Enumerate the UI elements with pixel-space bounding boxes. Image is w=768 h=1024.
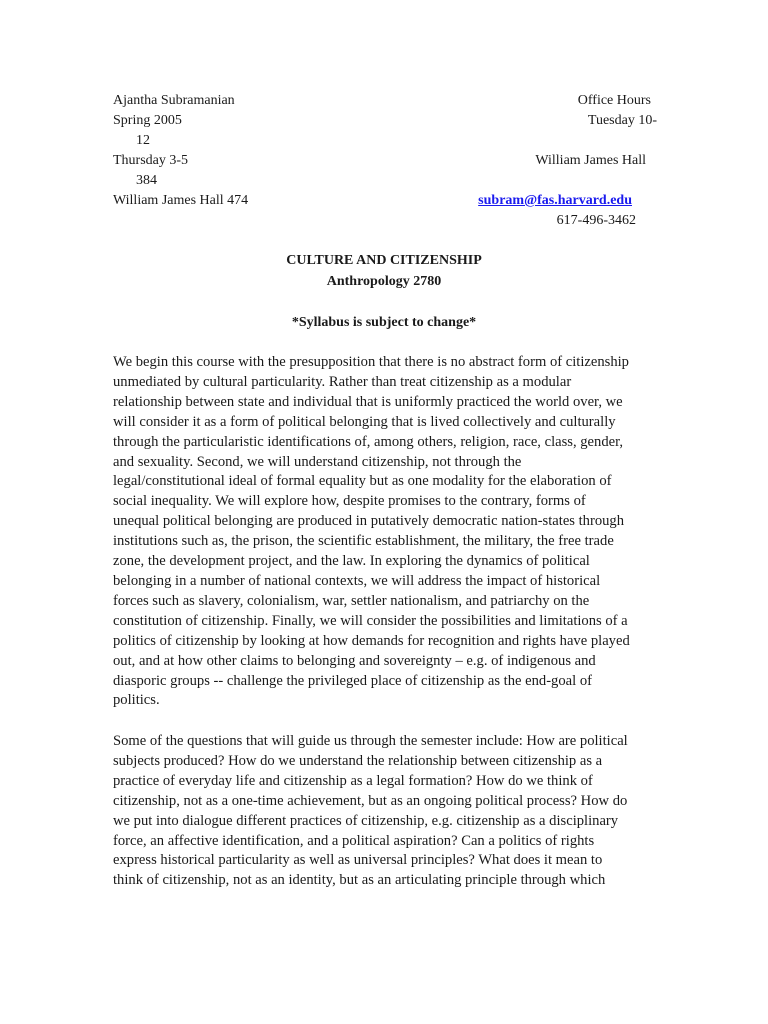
tuesday-hours-cont: 12 xyxy=(136,133,150,148)
text-line: express historical particularity as well as universal principles? What does it mean to xyxy=(113,852,603,869)
text-line: institutions such as, the prison, the scientific establishment, the military, the free trade xyxy=(113,533,614,550)
tuesday-hours: Tuesday 10- xyxy=(587,113,657,128)
text-line: forces such as slavery, colonialism, war, settler nationalism, and patriarchy on the xyxy=(113,592,590,609)
author-name: Ajantha Subramanian xyxy=(113,93,235,108)
term: Spring 2005 xyxy=(113,113,182,128)
phone-number: 617-496-3462 xyxy=(556,213,636,228)
text-line: and sexuality. Second, we will understand citizenship, not through the xyxy=(113,453,522,470)
syllabus-notice: *Syllabus is subject to change* xyxy=(291,315,477,330)
text-line: politics of citizenship by looking at how demands for recognition and rights have played xyxy=(113,632,630,649)
text-line: we put into dialogue different practices of citizenship, e.g. citizenship as a disciplinary xyxy=(113,812,619,829)
course-title: CULTURE AND CITIZENSHIP xyxy=(286,253,482,268)
text-line: practice of everyday life and citizenship as a legal formation? How do we think of xyxy=(113,772,593,789)
mail-address: William James Hall 474 xyxy=(113,193,249,208)
text-line: unequal political belonging are produced in putatively democratic nation-states through xyxy=(113,513,625,530)
email-row xyxy=(478,191,632,211)
intro-paragraph xyxy=(113,353,658,711)
text-line: through the particularistic identifications of, among others, religion, race, class, gender, xyxy=(113,433,624,450)
text-line: legal/constitutional ideal of formal equality but as one modality for the elaboration of xyxy=(113,473,612,490)
text-line: will consider it as a form of political belonging that is lived collectively and culturally xyxy=(113,413,616,430)
office-hours-label: Office Hours xyxy=(577,93,651,108)
text-line: social inequality. We will explore how, despite promises to the contrary, forms of xyxy=(113,493,586,510)
text-line: We begin this course with the presupposition that there is no abstract form of citizenship xyxy=(113,354,629,370)
text-line: think of citizenship, not as an identity, but as an articulating principle through which xyxy=(113,872,606,889)
text-line: belonging in a number of national contexts, we will address the impact of historical xyxy=(113,572,601,589)
office-room: 384 xyxy=(136,173,157,188)
text-line: relationship between state and individual that is uniformly practiced the world over, we xyxy=(113,393,623,410)
text-line: citizenship, not as a one-time achievement, but as an ongoing political process? How do xyxy=(113,792,628,809)
course-number: Anthropology 2780 xyxy=(326,274,442,289)
text-line: force, an affective identification, and a political aspiration? Can a politics of rights xyxy=(113,832,595,849)
text-line: diasporic groups -- challenge the privileged place of citizenship as the end-goal of xyxy=(113,672,592,689)
text-line: Some of the questions that will guide us through the semester include: How are political xyxy=(113,733,628,749)
text-line: constitution of citizenship. Finally, we will consider the possibilities and limitations of a xyxy=(113,612,628,629)
text-line: zone, the development project, and the law. In exploring the dynamics of political xyxy=(113,553,590,570)
email-link[interactable]: subram@fas.harvard.edu xyxy=(478,193,632,208)
thursday-hours: Thursday 3-5 xyxy=(113,153,189,168)
office-building: William James Hall xyxy=(535,153,646,168)
text-line: out, and at how other claims to belonging and sovereignty – e.g. of indigenous and xyxy=(113,652,596,669)
text-line: unmediated by cultural particularity. Rather than treat citizenship as a modular xyxy=(113,373,572,390)
questions-paragraph xyxy=(113,732,658,891)
text-line: politics. xyxy=(113,692,160,709)
text-line: subjects produced? How do we understand the relationship between citizenship as a xyxy=(113,752,603,769)
